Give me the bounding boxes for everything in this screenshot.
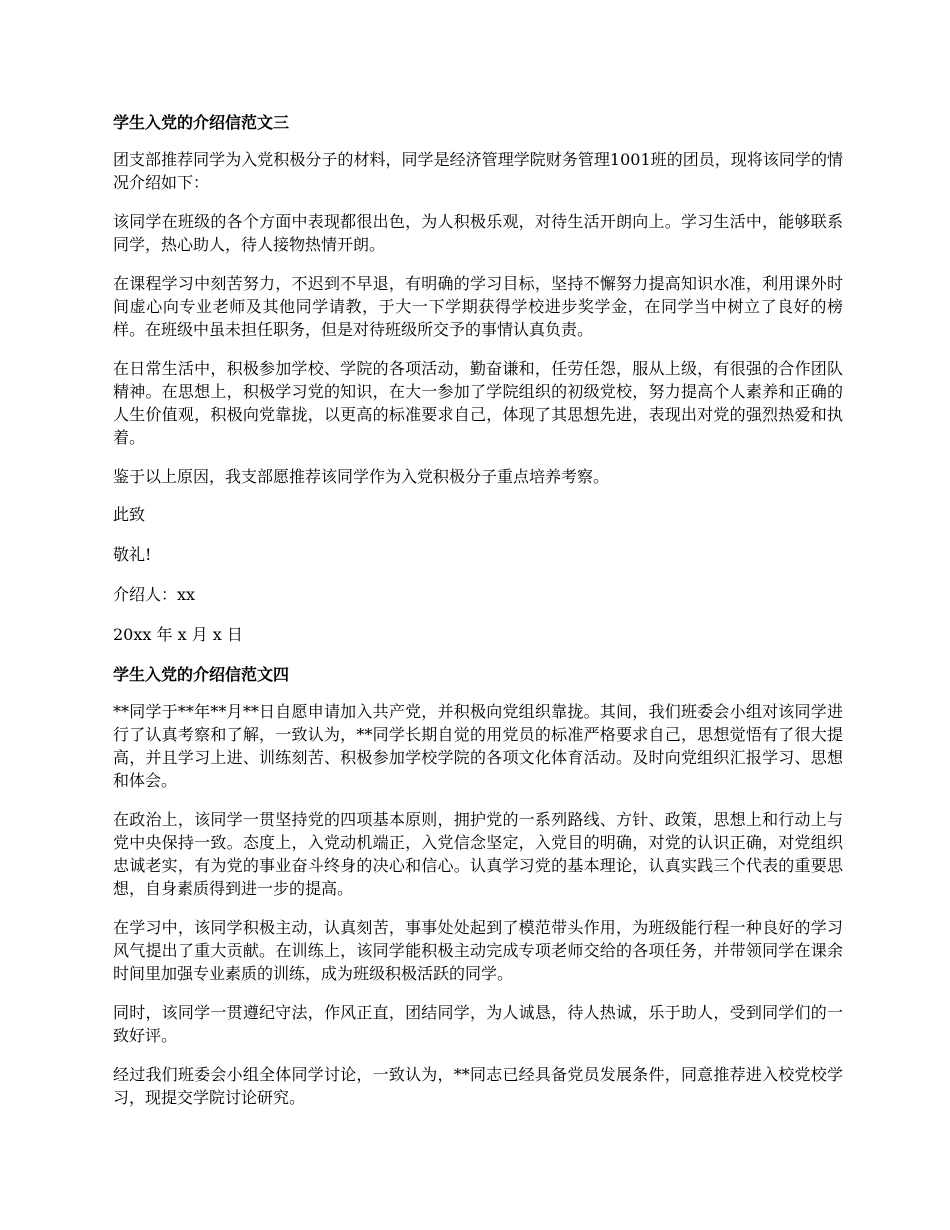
section3-paragraph-5: 鉴于以上原因，我支部愿推荐该同学作为入党积极分子重点培养考察。	[113, 467, 610, 486]
section3-paragraph-1: 团支部推荐同学为入党积极分子的材料，同学是经济管理学院财务管理1001班的团员，现将该同学的情况介绍如下：	[113, 150, 843, 192]
section4-paragraph-3: 在学习中，该同学积极主动，认真刻苦，事事处处起到了模范带头作用，为班级能行程一种良好的学习风气提出了重大贡献。在训练上，该同学能积极主动完成专项老师交给的各项任务，并带领同学在课余时间里加强专业素质的训练，成为班级积极活跃的同学。	[113, 918, 843, 983]
section4-paragraph-2: 在政治上，该同学一贯坚持党的四项基本原则，拥护党的一系列路线、方针、政策，思想上和行动上与党中央保持一致。态度上，入党动机端正，入党信念坚定，入党目的明确，对党的认识正确，对党组织忠诚老实，有为党的事业奋斗终身的决心和信心。认真学习党的基本理论，认真实践三个代表的重要思想，自身素质得到进一步的提高。	[113, 810, 843, 898]
document-page	[113, 112, 843, 1125]
salute-text: 敬礼!	[113, 545, 152, 564]
section3-title: 学生入党的介绍信范文三	[113, 113, 290, 132]
section4-title: 学生入党的介绍信范文四	[113, 665, 290, 684]
closing-text: 此致	[113, 505, 146, 524]
section3-paragraph-3: 在课程学习中刻苦努力，不迟到不早退，有明确的学习目标，坚持不懈努力提高知识水准，利用课外时间虚心向专业老师及其他同学请教，于大一下学期获得学校进步奖学金，在同学当中树立了良好的榜样。在班级中虽未担任职务，但是对待班级所交予的事情认真负责。	[113, 274, 843, 339]
introducer-text: 介绍人：xx	[113, 585, 196, 604]
section4-paragraph-5: 经过我们班委会小组全体同学讨论，一致认为，**同志已经具备党员发展条件，同意推荐进入校党校学习，现提交学院讨论研究。	[113, 1065, 843, 1107]
date-text: 20xx 年 x 月 x 日	[113, 625, 243, 644]
section4-paragraph-4: 同时，该同学一贯遵纪守法，作风正直，团结同学，为人诚恳，待人热诚，乐于助人，受到同学们的一致好评。	[113, 1003, 843, 1045]
section3-paragraph-2: 该同学在班级的各个方面中表现都很出色，为人积极乐观，对待生活开朗向上。学习生活中，能够联系同学，热心助人，待人接物热情开朗。	[113, 212, 843, 254]
section3-paragraph-4: 在日常生活中，积极参加学校、学院的各项活动，勤奋谦和，任劳任怨，服从上级，有很强的合作团队精神。在思想上，积极学习党的知识，在大一参加了学院组织的初级党校，努力提高个人素养和正确的人生价值观，积极向党靠拢，以更高的标准要求自己，体现了其思想先进，表现出对党的强烈热爱和执着。	[113, 359, 843, 447]
section4-paragraph-1: **同学于**年**月**日自愿申请加入共产党，并积极向党组织靠拢。其间，我们班委会小组对该同学进行了认真考察和了解，一致认为，**同学长期自觉的用党员的标准严格要求自己，思想觉悟有了很大提高，并且学习上进、训练刻苦、积极参加学校学院的各项文化体育活动。及时向党组织汇报学习、思想和体会。	[113, 702, 843, 790]
